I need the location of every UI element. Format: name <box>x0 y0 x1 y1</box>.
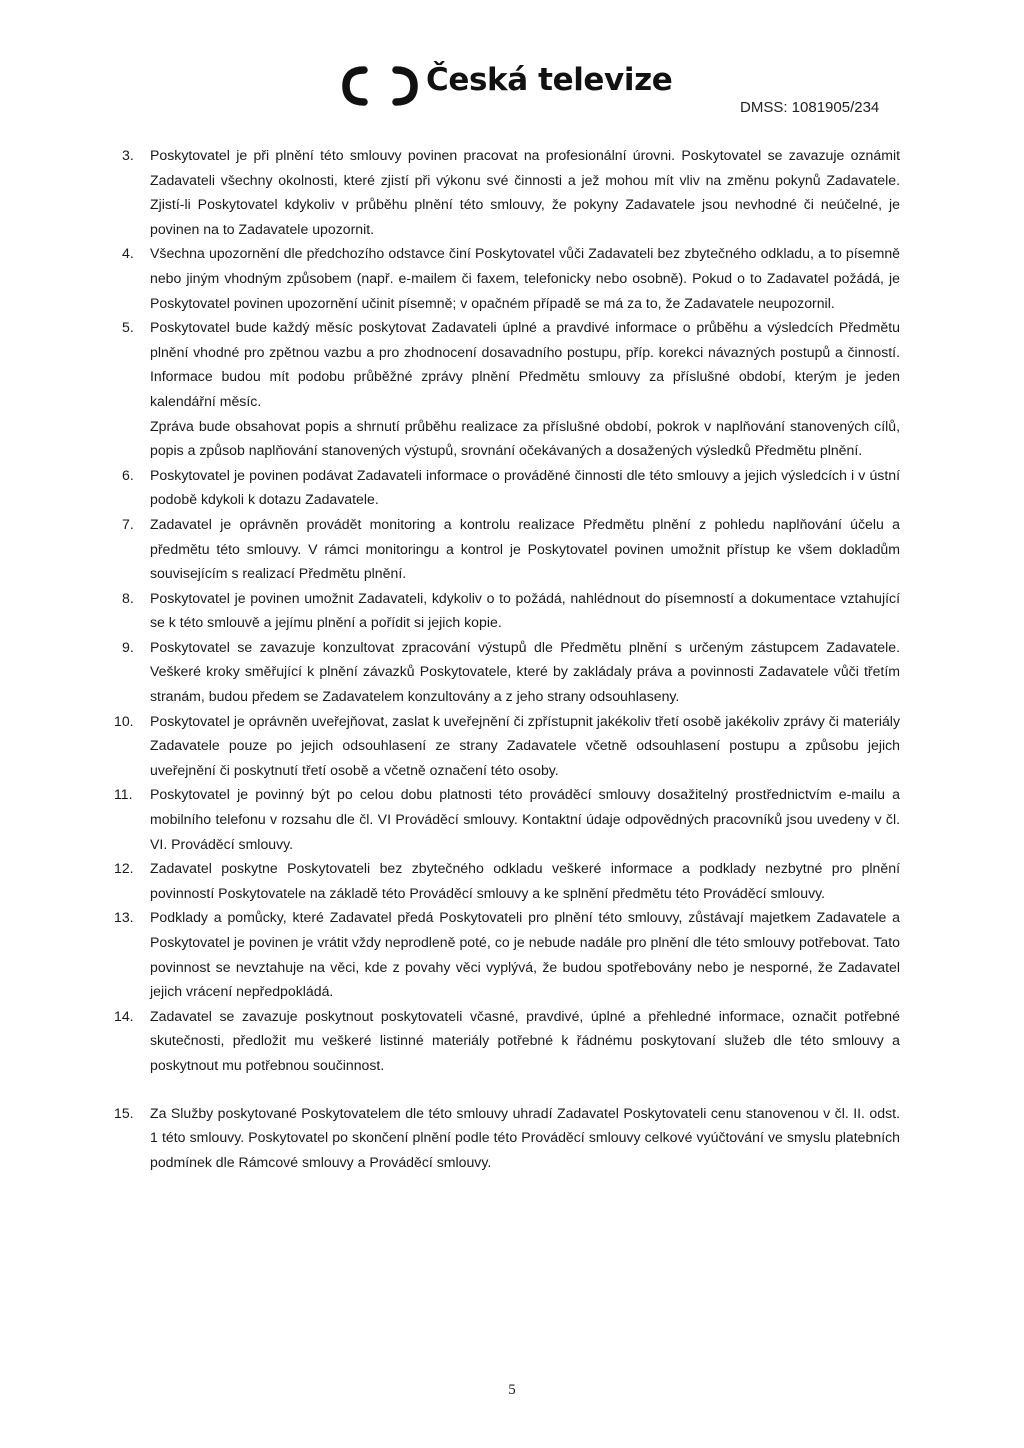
clause-number: 8. <box>122 589 134 606</box>
page-header <box>342 62 942 116</box>
clause-text: Poskytovatel bude každý měsíc poskytovat Zadavateli úplné a pravdivé informace o průběhu a výsledcích Předmětu plnění vhodné pro zpětnou vazbu a pro zhodnocení dosavadního postupu, příp. korekci návazných postupů a činností. Informace budou mít podobu průběžné zprávy plnění Předmětu smlouvy za příslušné období, kterým je jeden kalendářní měsíc. <box>150 319 900 409</box>
clause-number: 7. <box>122 515 134 532</box>
clause-text: Poskytovatel je oprávněn uveřejňovat, zaslat k uveřejnění či zpřístupnit jakékoliv třetí osobě jakékoliv zprávy či materiály Zadavatele pouze po jejich odsouhlasení ze strany Zadavatele včetně odsouhlasení postupu a způsobu jejich uveřejnění či poskytnutí třetí osobě a včetně označení této osoby. <box>150 712 900 778</box>
clause-number: 5. <box>122 319 134 336</box>
clause-text: Poskytovatel je povinen umožnit Zadavateli, kdykoliv o to požádá, nahlédnout do písemností a dokumentace vztahující se k této smlouvě a jejímu plnění a pořídit si jejich kopie. <box>150 589 900 631</box>
clause-5-continuation: Zpráva bude obsahovat popis a shrnutí průběhu realizace za příslušné období, pokrok v naplňování stanovených cílů, popis a způsob naplňování stanovených výstupů, srovnání očekávaných a dosažených výsledků Předmětu plnění. <box>150 417 900 459</box>
clause-number: 15. <box>114 1104 134 1121</box>
clause-number: 9. <box>122 638 134 655</box>
document-body <box>114 143 900 1174</box>
clause-number: 11. <box>114 786 133 803</box>
clause-number: 13. <box>114 909 134 926</box>
clause-14 <box>114 1004 900 1078</box>
clause-10 <box>114 709 900 783</box>
clause-text: Všechna upozornění dle předchozího odstavce činí Poskytovatel vůči Zadavateli bez zbytečného odkladu, a to písemně nebo jiným vhodným způsobem (např. e-mailem či faxem, telefonicky nebo osobně). Pokud o to Zadavatel požádá, je Poskytovatel povinen upozornění učinit písemně; v opačném případě se má za to, že Zadavatele neupozornil. <box>150 245 900 311</box>
clause-4 <box>122 241 900 315</box>
clause-text: Poskytovatel se zavazuje konzultovat zpracování výstupů dle Předmětu plnění s určeným zástupcem Zadavatele. Veškeré kroky směřující k plnění závazků Poskytovatele, které by zakládaly práva a povinnosti Zadavatele vůči třetím stranám, budou předem se Zadavatelem konzultovány a z jeho strany odsouhlaseny. <box>150 638 900 705</box>
clause-number: 6. <box>122 466 134 483</box>
clause-5 <box>122 315 900 413</box>
clause-text: Poskytovatel je povinen podávat Zadavateli informace o prováděné činnosti dle této smlouvy a jejich výsledcích i v ústní podobě kdykoli k dotazu Zadavatele. <box>150 466 900 508</box>
clause-number: 14. <box>114 1007 134 1024</box>
clause-text: Zadavatel se zavazuje poskytnout poskytovateli včasné, pravdivé, úplné a přehledné informace, označit potřebné skutečnosti, předložit mu veškeré listinné materiály potřebné k řádnému poskytovaní služeb dle této smlouvy a poskytnout mu potřebnou součinnost. <box>150 1007 900 1073</box>
clause-12 <box>114 856 900 905</box>
clause-text: Poskytovatel je povinný být po celou dobu platnosti této prováděcí smlouvy dosažitelný prostřednictvím e-mailu a mobilního telefonu v rozsahu dle čl. VI Prováděcí smlouvy. Kontaktní údaje odpovědných pracovníků jsou uvedeny v čl. VI. Prováděcí smlouvy. <box>150 786 900 852</box>
clause-number: 3. <box>122 147 134 163</box>
clause-8 <box>122 586 900 635</box>
clause-15 <box>114 1101 900 1175</box>
clause-text: Poskytovatel je při plnění této smlouvy povinen pracovat na profesionální úrovni. Poskytovatel se zavazuje oznámit Zadavateli všechny okolnosti, které zjistí při výkonu své činnosti a jež mohou mít vliv na změnu pokynů Zadavatele. Zjistí-li Poskytovatel kdykoliv v průběhu plnění této smlouvy, že pokyny Zadavatele jsou nevhodné či neúčelné, je povinen na to Zadavatele upozornit. <box>150 147 900 237</box>
clause-text: Podklady a pomůcky, které Zadavatel předá Poskytovateli pro plnění této smlouvy, zůstávají majetkem Zadavatele a Poskytovatel je povinen je vrátit vždy neprodleně poté, co je nebude nadále pro plnění dle této smlouvy potřebovat. Tato povinnost se nevztahuje na věci, kde z povahy věci vyplývá, že budou spotřebovány nebo je nesporné, že Zadavatel jejich vrácení nepředpokládá. <box>150 909 900 1000</box>
clause-13 <box>114 905 900 1003</box>
brand-name: Česká televize <box>426 62 673 98</box>
clause-text: Za Služby poskytované Poskytovatelem dle této smlouvy uhradí Zadavatel Poskytovateli cenu stanovenou v čl. II. odst. 1 této smlouvy. Poskytovatel po skončení plnění podle této Prováděcí smlouvy celkové vyúčtování ve smyslu platebních podmínek dle Rámcové smlouvy a Prováděcí smlouvy. <box>150 1104 900 1170</box>
clause-text: Zadavatel poskytne Poskytovateli bez zbytečného odkladu veškeré informace a podklady nezbytné pro plnění povinností Poskytovatele na základě této Prováděcí smlouvy a ke splnění předmětu této Prováděcí smlouvy. <box>150 860 900 901</box>
clause-number: 10. <box>114 712 134 729</box>
clause-7 <box>122 512 900 586</box>
clause-text: Zadavatel je oprávněn provádět monitoring a kontrolu realizace Předmětu plnění z pohledu naplňování účelu a předmětu této smlouvy. V rámci monitoringu a kontrol je Poskytovatel povinen umožnit přístup ke všem dokladům souvisejícím s realizací Předmětu plnění. <box>150 515 900 582</box>
section-gap <box>122 1078 900 1101</box>
document-reference: DMSS: 1081905/234 <box>740 99 880 116</box>
clause-number: 12. <box>114 860 134 877</box>
page-number: 5 <box>508 1382 516 1398</box>
clause-3 <box>122 143 900 241</box>
clause-6 <box>122 463 900 512</box>
clause-11 <box>114 782 900 856</box>
clause-9 <box>122 635 900 709</box>
ceska-televize-logo-icon <box>342 66 418 106</box>
clause-number: 4. <box>122 245 134 262</box>
